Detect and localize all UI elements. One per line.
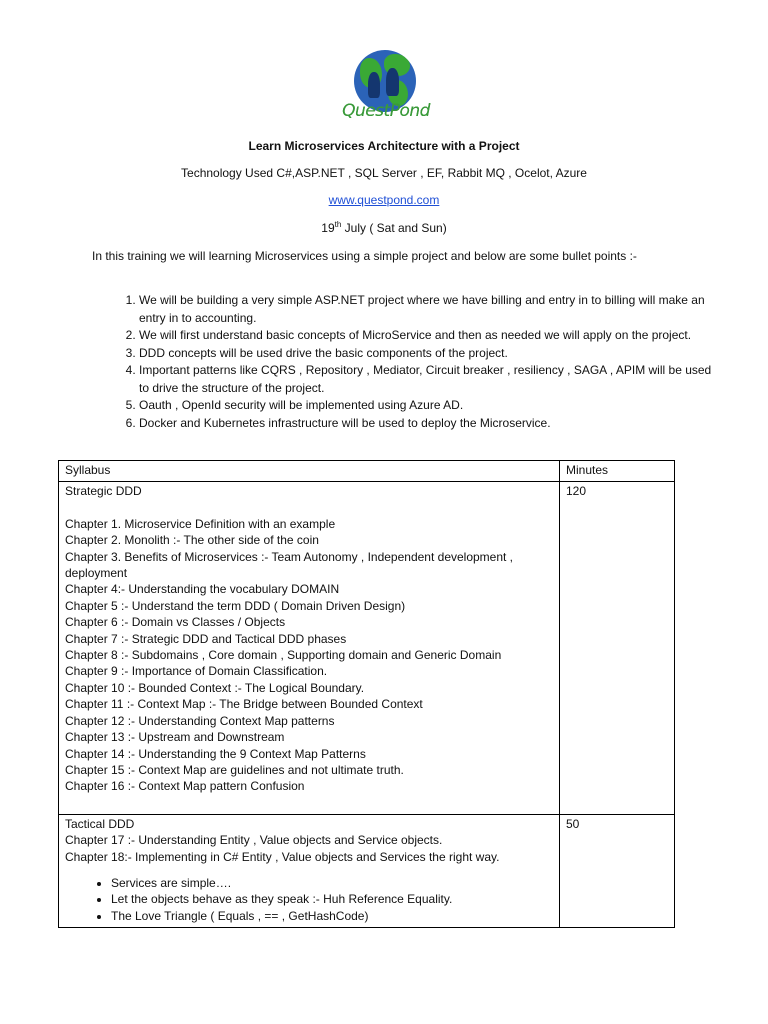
list-item: 5. Oauth , OpenId security will be implemented using Azure AD. [139,397,724,415]
chapter-line: Chapter 14 :- Understanding the 9 Context Map Patterns [65,746,366,761]
bullet-points-list [92,292,724,432]
section-title: Strategic DDD [65,484,142,499]
table-row [59,814,675,927]
list-item: • Let the objects behave as they speak :- Huh Reference Equality. [111,891,553,907]
chapter-line: Chapter 16 :- Context Map pattern Confusion [65,779,305,794]
date-day: 19 [321,221,335,235]
syllabus-table [58,460,675,928]
list-item: 2. We will first understand basic concepts of MicroService and then as needed we will apply on the project. [139,327,724,345]
date-line [0,220,768,235]
chapter-line: Chapter 17 :- Understanding Entity , Value objects and Service objects. [65,833,443,848]
chapter-line: Chapter 10 :- Bounded Context :- The Logical Boundary. [65,680,365,695]
table-header-row [59,461,675,482]
tactical-ddd-cell [59,814,560,927]
minutes-header: Minutes [560,461,675,482]
list-item: • Services are simple…. [111,875,553,891]
date-suffix: th [334,220,342,229]
chapter-line: Chapter 3. Benefits of Microservices :- Team Autonomy , Independent development , deployment [65,549,514,581]
chapter-line: Chapter 15 :- Context Map are guidelines and not ultimate truth. [65,762,404,777]
tactical-bullets [65,875,553,924]
list-item: 3. DDD concepts will be used drive the basic components of the project. [139,345,724,363]
logo-text: QuestPond [342,101,430,121]
questpond-logo [336,50,436,130]
chapter-line: Chapter 7 :- Strategic DDD and Tactical DDD phases [65,631,347,646]
chapter-line: Chapter 18:- Implementing in C# Entity , Value objects and Services the right way. [65,849,500,864]
chapter-line: Chapter 9 :- Importance of Domain Classification. [65,664,328,679]
chapter-line: Chapter 8 :- Subdomains , Core domain , Supporting domain and Generic Domain [65,648,502,663]
chapter-line: Chapter 12 :- Understanding Context Map patterns [65,713,335,728]
chapter-line: Chapter 5 :- Understand the term DDD ( Domain Driven Design) [65,598,406,613]
chapter-line: Chapter 13 :- Upstream and Downstream [65,730,285,745]
intro-paragraph: In this training we will learning Microservices using a simple project and below are some bullet points :- [92,249,637,263]
chapter-line: Chapter 6 :- Domain vs Classes / Objects [65,615,286,630]
list-item: 6. Docker and Kubernetes infrastructure will be used to deploy the Microservice. [139,415,724,433]
syllabus-header: Syllabus [59,461,560,482]
strategic-ddd-cell [59,482,560,814]
chapter-line: Chapter 1. Microservice Definition with an example [65,516,336,531]
tactical-minutes: 50 [560,814,675,927]
date-rest: July ( Sat and Sun) [341,221,447,235]
website-link[interactable]: www.questpond.com [328,193,440,207]
list-item: 1. We will be building a very simple ASP.NET project where we have billing and entry in to billing will make an entry in to accounting. [139,292,724,327]
list-item: • The Love Triangle ( Equals , == , GetHashCode) [111,908,553,924]
table-row [59,482,675,814]
strategic-minutes: 120 [560,482,675,814]
chapter-line: Chapter 2. Monolith :- The other side of the coin [65,533,319,548]
technology-line: Technology Used C#,ASP.NET , SQL Server , EF, Rabbit MQ , Ocelot, Azure [181,166,587,180]
page-title: Learn Microservices Architecture with a Project [248,139,520,153]
list-item: 4. Important patterns like CQRS , Repository , Mediator, Circuit breaker , resiliency , SAGA , APIM will be used to drive the structure of the project. [139,362,724,397]
chapter-line: Chapter 4:- Understanding the vocabulary DOMAIN [65,582,340,597]
section-title: Tactical DDD [65,816,135,831]
chapter-line: Chapter 11 :- Context Map :- The Bridge between Bounded Context [65,697,423,712]
